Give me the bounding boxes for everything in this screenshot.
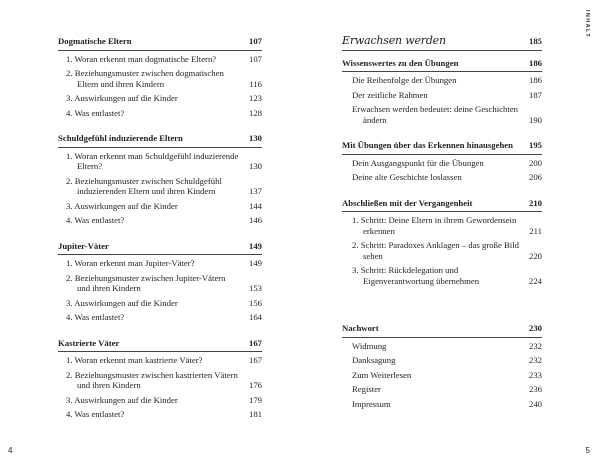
entry-text: Erwachsen werden bedeutet: deine Geschichten ändern: [352, 104, 518, 125]
entry-page: 128: [248, 107, 262, 118]
section-page: 210: [528, 197, 542, 208]
entry-page: 107: [248, 53, 262, 64]
entry-text: 4. Was entlastet?: [66, 312, 125, 322]
section-title: Dogmatische Eltern: [58, 36, 132, 46]
section-title: Jupiter-Väter: [58, 240, 109, 251]
entry-page: 232: [528, 340, 542, 351]
toc-entry[interactable]: [58, 273, 262, 294]
toc-section-heading[interactable]: [342, 198, 542, 213]
running-header: INHALT: [584, 10, 590, 39]
entry-page: 130: [248, 161, 262, 171]
entry-page: 181: [248, 409, 262, 419]
toc-entry[interactable]: [58, 215, 262, 226]
section-page: 230: [528, 323, 542, 333]
section-title: Nachwort: [342, 323, 379, 333]
section-page: 186: [528, 57, 542, 68]
entry-text: Impressum: [352, 398, 391, 409]
entry-page: 232: [528, 355, 542, 365]
section-title: Abschließen mit der Vergangenheit: [342, 197, 473, 208]
entry-text: Deine alte Geschichte loslassen: [352, 172, 462, 182]
entry-text: Der zeitliche Rahmen: [352, 89, 428, 100]
toc-entry[interactable]: [58, 93, 262, 104]
toc-entry[interactable]: [58, 355, 262, 366]
toc-entry[interactable]: [58, 68, 262, 89]
toc-left: [58, 36, 262, 424]
toc-entry[interactable]: [342, 158, 542, 169]
toc-section-heading-nachwort[interactable]: [342, 323, 542, 338]
page-number: 5: [585, 446, 590, 455]
entry-text: Dein Ausgangspunkt für die Übungen: [352, 157, 484, 168]
entry-text: 1. Woran erkennt man Jupiter-Väter?: [66, 258, 195, 268]
entry-page: 233: [528, 369, 542, 380]
entry-page: 236: [528, 384, 542, 394]
toc-entry[interactable]: [342, 399, 542, 410]
toc-right: [342, 36, 542, 413]
toc-entry[interactable]: [58, 409, 262, 420]
toc-entry[interactable]: [58, 201, 262, 212]
entry-page: 186: [528, 75, 542, 85]
entry-page: 116: [249, 78, 262, 89]
entry-page: 156: [248, 297, 262, 308]
entry-page: 179: [248, 394, 262, 405]
entry-text: 2. Beziehungsmuster zwischen Jupiter-Vätern und ihren Kindern: [66, 272, 226, 293]
toc-entry[interactable]: [58, 108, 262, 119]
section-page: 167: [248, 337, 262, 348]
entry-text: 1. Woran erkennt man Schuldgefühl induzierende Eltern?: [66, 150, 239, 171]
entry-page: 200: [528, 157, 542, 168]
section-page: 149: [248, 240, 262, 251]
toc-entry[interactable]: [58, 298, 262, 309]
toc-entry[interactable]: [58, 395, 262, 406]
toc-section-heading[interactable]: [58, 241, 262, 256]
toc-entry[interactable]: [58, 54, 262, 65]
entry-page: 149: [248, 258, 262, 268]
entry-page: 144: [248, 200, 262, 211]
entry-text: 2. Beziehungsmuster zwischen Schuldgefühl induzierenden Eltern und ihren Kindern: [66, 175, 222, 196]
entry-page: 164: [248, 312, 262, 322]
entry-text: Danksagung: [352, 355, 396, 365]
entry-page: 224: [528, 275, 542, 286]
page-number: 4: [8, 446, 13, 455]
toc-entry[interactable]: [342, 355, 542, 366]
toc-entry[interactable]: [342, 384, 542, 395]
entry-text: 3. Auswirkungen auf die Kinder: [66, 394, 178, 405]
entry-text: 1. Woran erkennt man kastrierte Väter?: [66, 355, 203, 365]
toc-entry[interactable]: [342, 370, 542, 381]
entry-page: 190: [528, 114, 542, 125]
entry-text: 2. Beziehungsmuster zwischen kastrierten Vätern und ihren Kindern: [66, 369, 238, 390]
entry-text: 4. Was entlastet?: [66, 215, 125, 225]
entry-text: Widmung: [352, 340, 387, 351]
entry-page: 123: [248, 93, 262, 103]
entry-page: 211: [529, 225, 542, 236]
toc-entry[interactable]: [342, 75, 542, 86]
section-page: 107: [248, 36, 262, 46]
toc-entry[interactable]: [58, 258, 262, 269]
entry-page: 206: [528, 172, 542, 182]
toc-entry[interactable]: [342, 172, 542, 183]
part-page: 185: [528, 36, 542, 46]
entry-page: 137: [248, 186, 262, 196]
toc-entry[interactable]: [58, 176, 262, 197]
entry-page: 240: [528, 398, 542, 409]
entry-text: 4. Was entlastet?: [66, 107, 125, 118]
toc-section-heading[interactable]: [342, 58, 542, 73]
entry-text: 2. Schritt: Paradoxes Anklagen – das große Bild sehen: [352, 240, 519, 261]
entry-page: 187: [528, 89, 542, 100]
entry-page: 176: [248, 380, 262, 390]
entry-text: 3. Auswirkungen auf die Kinder: [66, 297, 178, 308]
entry-page: 167: [248, 355, 262, 365]
entry-text: 2. Beziehungsmuster zwischen dogmatischen Eltern und ihren Kindern: [66, 68, 224, 89]
toc-entry[interactable]: [342, 240, 542, 261]
toc-section-heading[interactable]: [58, 338, 262, 353]
toc-part-heading[interactable]: [342, 36, 542, 51]
entry-text: Die Reihenfolge der Übungen: [352, 75, 457, 85]
section-page: 130: [248, 133, 262, 143]
entry-page: 153: [248, 283, 262, 293]
entry-page: 220: [528, 250, 542, 261]
entry-text: Register: [352, 384, 381, 394]
section-title: Mit Übungen über das Erkennen hinausgehen: [342, 140, 513, 150]
part-title: Erwachsen werden: [342, 34, 446, 47]
toc-entry[interactable]: [342, 341, 542, 352]
section-title: Kastrierte Väter: [58, 337, 120, 348]
entry-page: 146: [248, 215, 262, 225]
section-title: Wissenswertes zu den Übungen: [342, 57, 459, 68]
entry-text: Zum Weiterlesen: [352, 369, 412, 380]
toc-entry[interactable]: [342, 265, 542, 286]
toc-entry[interactable]: [58, 370, 262, 391]
toc-entry[interactable]: [342, 90, 542, 101]
toc-section-heading[interactable]: [58, 36, 262, 51]
right-page: [300, 0, 600, 467]
entry-text: 1. Schritt: Deine Eltern in ihrem Gewordensein erkennen: [352, 215, 517, 236]
entry-text: 3. Auswirkungen auf die Kinder: [66, 93, 178, 103]
section-title: Schuldgefühl induzierende Eltern: [58, 133, 183, 143]
toc-section-heading[interactable]: [342, 140, 542, 155]
section-page: 195: [528, 140, 542, 150]
toc-entry[interactable]: [58, 151, 262, 172]
toc-section-heading[interactable]: [58, 133, 262, 148]
entry-text: 3. Auswirkungen auf die Kinder: [66, 200, 178, 211]
entry-text: 1. Woran erkennt man dogmatische Eltern?: [66, 53, 217, 64]
toc-entry[interactable]: [342, 104, 542, 125]
entry-text: 4. Was entlastet?: [66, 409, 125, 419]
toc-entry[interactable]: [58, 312, 262, 323]
entry-text: 3. Schritt: Rückdelegation und Eigenverantwortung übernehmen: [352, 265, 480, 286]
toc-entry[interactable]: [342, 215, 542, 236]
